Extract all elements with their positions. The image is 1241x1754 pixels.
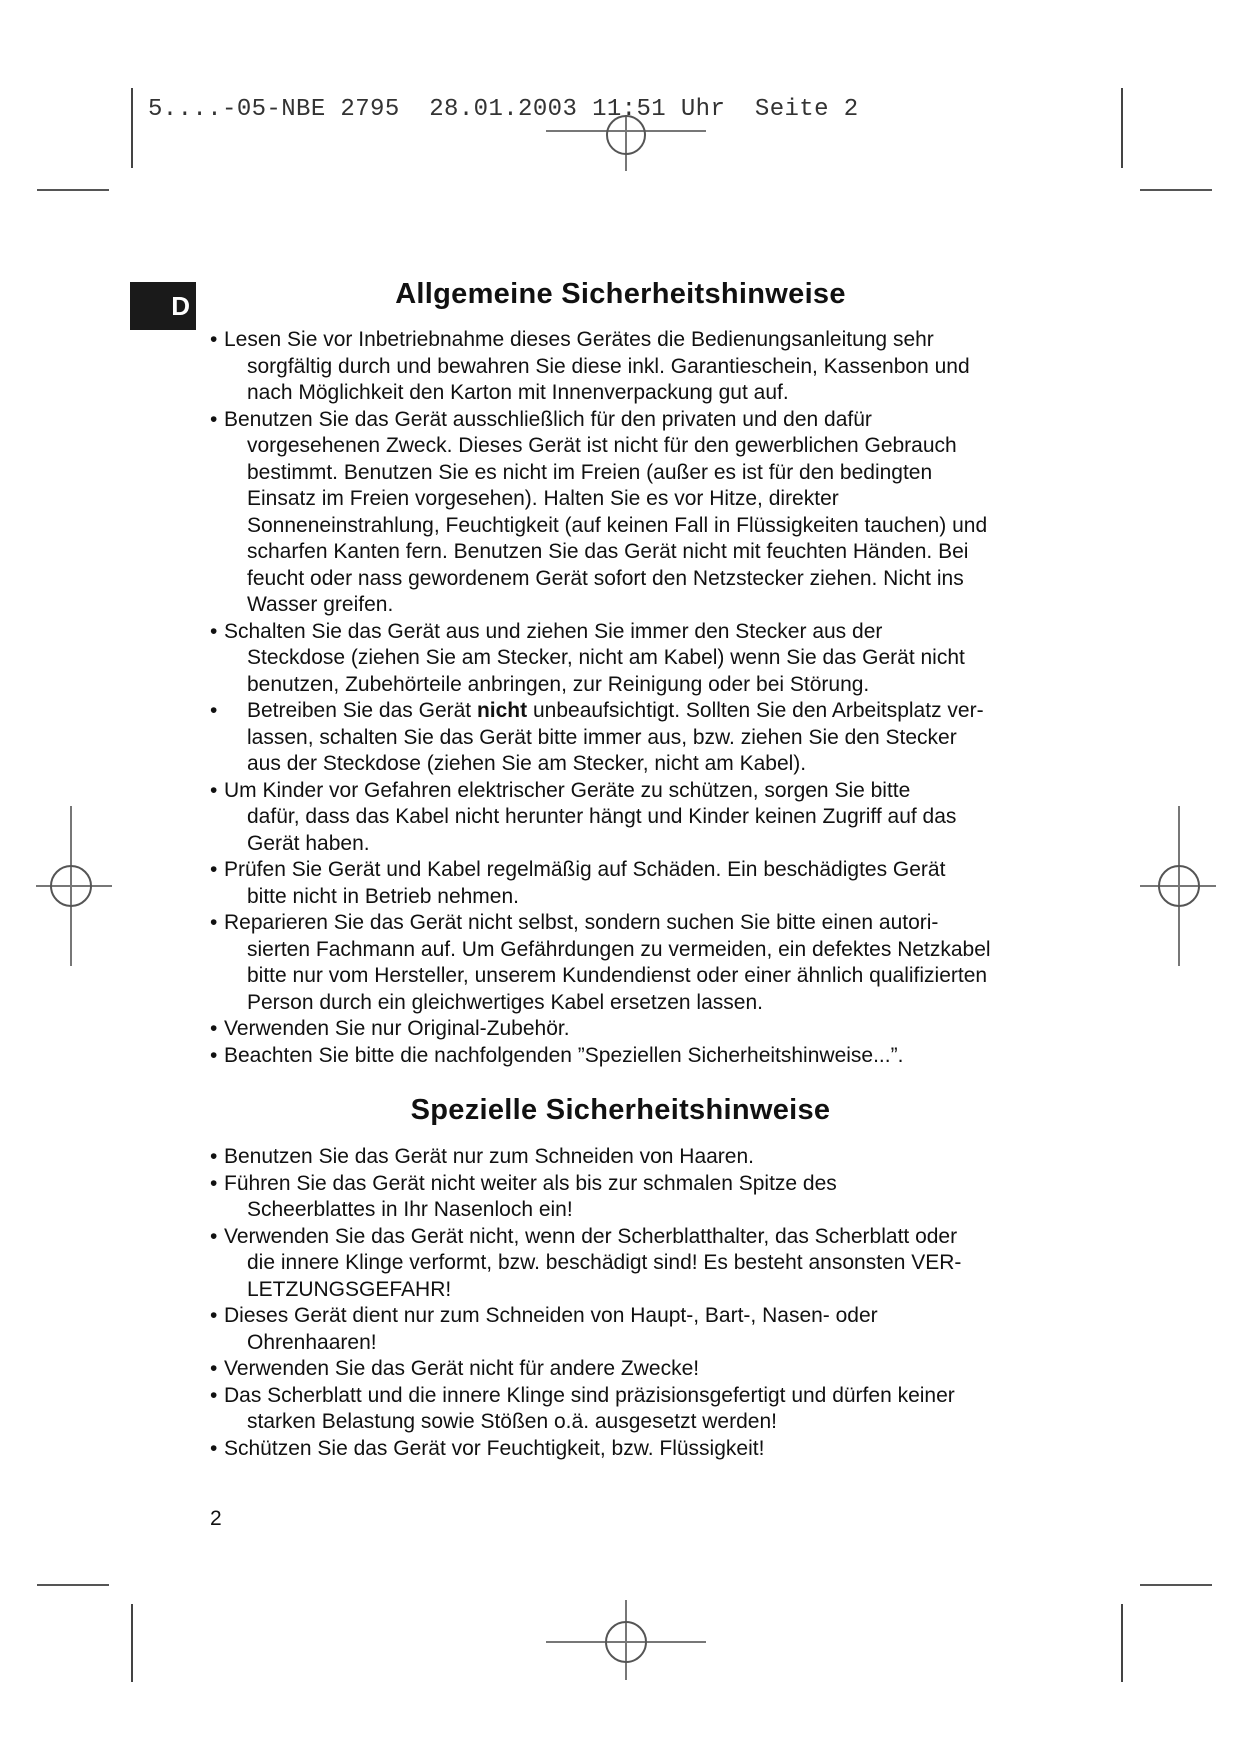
- bullet-icon: •: [210, 619, 218, 643]
- text-line: [210, 619, 1090, 646]
- text-line: [210, 1277, 1090, 1304]
- text-line: [210, 433, 1090, 460]
- crop-mark: [1121, 88, 1123, 168]
- text-span: bitte nicht in Betrieb nehmen.: [247, 884, 519, 908]
- text-span: Reparieren Sie das Gerät nicht selbst, sondern suchen Sie bitte einen autori-: [224, 911, 939, 934]
- text-line: [210, 831, 1090, 858]
- text-line: [210, 804, 1090, 831]
- bullet-icon: •: [210, 858, 218, 881]
- list-item: [210, 1436, 1090, 1463]
- text-span: Verwenden Sie das Gerät nicht für andere Zwecke!: [224, 1357, 700, 1380]
- list-item: [210, 1144, 1090, 1171]
- text-line: [210, 910, 1090, 937]
- text-span: Verwenden Sie nur Original-Zubehör.: [224, 1017, 570, 1040]
- bullet-icon: •: [210, 1436, 218, 1460]
- emphasis-text: nicht: [476, 699, 528, 722]
- text-span: Sonneneinstrahlung, Feuchtigkeit (auf keinen Fall in Flüssigkeiten tauchen) und: [247, 513, 988, 537]
- text-line: [210, 884, 1090, 911]
- section-title-general: Allgemeine Sicherheitshinweise: [395, 278, 846, 310]
- text-span: bitte nur vom Hersteller, unserem Kundendienst oder einer ähnlich qualifizierten: [247, 964, 988, 987]
- text-line: [210, 1409, 1090, 1436]
- text-span: Um Kinder vor Gefahren elektrischer Geräte zu schützen, sorgen Sie bitte: [224, 778, 911, 802]
- text-span: Gerät haben.: [247, 831, 370, 855]
- general-safety-list: [210, 327, 1090, 1069]
- text-span: Wasser greifen.: [247, 593, 394, 616]
- bullet-icon: •: [210, 1145, 218, 1168]
- text-span: Person durch ein gleichwertiges Kabel ersetzen lassen.: [247, 990, 763, 1014]
- list-item: [210, 1016, 1090, 1043]
- text-line: [210, 672, 1090, 699]
- print-slug-header: 5....-05-NBE 2795 28.01.2003 11:51 Uhr Seite 2: [148, 96, 859, 123]
- text-span: Das Scherblatt und die innere Klinge sind präzisionsgefertigt und dürfen keiner: [224, 1383, 955, 1407]
- bullet-icon: •: [210, 699, 218, 722]
- text-line: [210, 354, 1090, 381]
- text-line: [210, 1171, 1090, 1198]
- text-span: bestimmt. Benutzen Sie es nicht im Freien (außer es ist für den bedingten: [247, 460, 933, 484]
- list-item: [210, 698, 1090, 778]
- text-line: [210, 1330, 1090, 1357]
- text-line: [210, 380, 1090, 407]
- text-span: Scheerblattes in Ihr Nasenloch ein!: [247, 1198, 573, 1221]
- text-line: [210, 592, 1090, 619]
- text-line: [210, 1197, 1090, 1224]
- text-span: Benutzen Sie das Gerät ausschließlich für den privaten und den dafür: [224, 407, 872, 431]
- text-line: [210, 486, 1090, 513]
- text-line: [210, 1144, 1090, 1171]
- bullet-icon: •: [210, 1171, 218, 1195]
- bullet-icon: •: [210, 1304, 218, 1327]
- text-line: [210, 937, 1090, 964]
- text-span: lassen, schalten Sie das Gerät bitte immer aus, bzw. ziehen Sie den Stecker: [247, 725, 957, 749]
- text-span: sorgfältig durch und bewahren Sie diese inkl. Garantieschein, Kassenbon und: [247, 354, 970, 378]
- text-span: Prüfen Sie Gerät und Kabel regelmäßig auf Schäden. Ein beschädigtes Gerät: [224, 858, 946, 881]
- bullet-icon: •: [210, 1017, 218, 1040]
- crop-mark: [1140, 1584, 1212, 1586]
- text-span: benutzen, Zubehörteile anbringen, zur Reinigung oder bei Störung.: [247, 672, 870, 696]
- text-span: dafür, dass das Kabel nicht herunter hängt und Kinder keinen Zugriff auf das: [247, 805, 957, 828]
- crop-mark: [131, 88, 133, 168]
- list-item: [210, 1224, 1090, 1304]
- text-line: [210, 1016, 1090, 1043]
- list-item: [210, 327, 1090, 407]
- text-line: [210, 698, 1090, 725]
- bullet-icon: •: [210, 1383, 218, 1407]
- crop-mark: [131, 1604, 133, 1682]
- text-span: vorgesehenen Zweck. Dieses Gerät ist nicht für den gewerblichen Gebrauch: [247, 434, 957, 457]
- list-item: [210, 778, 1090, 858]
- section-title-special: Spezielle Sicherheitshinweise: [410, 1094, 831, 1126]
- text-span: Ohrenhaaren!: [247, 1330, 377, 1354]
- text-span: Führen Sie das Gerät nicht weiter als bis zur schmalen Spitze des: [224, 1171, 837, 1195]
- text-line: [210, 1250, 1090, 1277]
- crop-mark: [37, 189, 109, 191]
- list-item: [210, 407, 1090, 619]
- text-line: [210, 513, 1090, 540]
- text-span: Schalten Sie das Gerät aus und ziehen Sie immer den Stecker aus der: [224, 619, 883, 643]
- text-span: scharfen Kanten fern. Benutzen Sie das Gerät nicht mit feuchten Händen. Bei: [247, 540, 969, 563]
- text-span: nach Möglichkeit den Karton mit Innenverpackung gut auf.: [247, 381, 789, 404]
- registration-mark-icon: [546, 115, 706, 171]
- text-span: Benutzen Sie das Gerät nur zum Schneiden von Haaren.: [224, 1145, 754, 1168]
- text-line: [210, 407, 1090, 434]
- text-span: Lesen Sie vor Inbetriebnahme dieses Gerätes die Bedienungsanleitung sehr: [224, 328, 934, 351]
- text-line: [210, 1224, 1090, 1251]
- text-line: [210, 963, 1090, 990]
- list-item: [210, 619, 1090, 699]
- special-safety-list: [210, 1144, 1090, 1462]
- text-span: starken Belastung sowie Stößen o.ä. ausgesetzt werden!: [247, 1410, 777, 1433]
- list-item: [210, 1356, 1090, 1383]
- bullet-icon: •: [210, 911, 218, 934]
- text-span: die innere Klinge verformt, bzw. beschädigt sind! Es besteht ansonsten VER-: [247, 1251, 962, 1274]
- text-span: aus der Steckdose (ziehen Sie am Stecker, nicht am Kabel).: [247, 752, 807, 775]
- text-line: [210, 539, 1090, 566]
- text-line: [210, 460, 1090, 487]
- registration-mark-icon: [36, 806, 112, 966]
- bullet-icon: •: [210, 778, 218, 802]
- page-number: 2: [210, 1507, 222, 1530]
- list-item: [210, 910, 1090, 1016]
- bullet-icon: •: [210, 1224, 218, 1248]
- bullet-icon: •: [210, 328, 218, 351]
- text-span: LETZUNGSGEFAHR!: [247, 1277, 452, 1301]
- text-line: [210, 857, 1090, 884]
- crop-mark: [1140, 189, 1212, 191]
- text-span: Dieses Gerät dient nur zum Schneiden von Haupt-, Bart-, Nasen- oder: [224, 1304, 878, 1327]
- language-tab: D: [130, 282, 196, 330]
- crop-mark: [37, 1584, 109, 1586]
- text-line: [210, 990, 1090, 1017]
- bullet-icon: •: [210, 1043, 218, 1067]
- text-span: sierten Fachmann auf. Um Gefährdungen zu vermeiden, ein defektes Netzkabel: [247, 937, 991, 961]
- text-line: [210, 1383, 1090, 1410]
- list-item: [210, 1043, 1090, 1070]
- text-span: Verwenden Sie das Gerät nicht, wenn der Scherblatthalter, das Scherblatt oder: [224, 1224, 958, 1248]
- text-line: [210, 725, 1090, 752]
- bullet-icon: •: [210, 407, 218, 431]
- text-line: [210, 645, 1090, 672]
- list-item: [210, 1303, 1090, 1356]
- registration-mark-icon: [1140, 806, 1216, 966]
- text-span: Betreiben Sie das Gerät: [247, 699, 477, 722]
- text-span: Schützen Sie das Gerät vor Feuchtigkeit, bzw. Flüssigkeit!: [224, 1436, 765, 1460]
- list-item: [210, 1383, 1090, 1436]
- list-item: [210, 1171, 1090, 1224]
- crop-mark: [1121, 1604, 1123, 1682]
- text-line: [210, 1356, 1090, 1383]
- text-line: [210, 778, 1090, 805]
- text-span: Einsatz im Freien vorgesehen). Halten Sie es vor Hitze, direkter: [247, 487, 839, 510]
- text-line: [210, 1043, 1090, 1070]
- text-line: [210, 327, 1090, 354]
- text-span: unbeaufsichtigt. Sollten Sie den Arbeitsplatz ver-: [527, 699, 984, 722]
- text-line: [210, 751, 1090, 778]
- text-span: Beachten Sie bitte die nachfolgenden ”Speziellen Sicherheitshinweise...”.: [224, 1043, 904, 1067]
- text-line: [210, 1436, 1090, 1463]
- bullet-icon: •: [210, 1357, 218, 1380]
- text-span: feucht oder nass gewordenem Gerät sofort den Netzstecker ziehen. Nicht ins: [247, 566, 964, 590]
- text-line: [210, 1303, 1090, 1330]
- registration-mark-icon: [546, 1600, 706, 1680]
- text-span: Steckdose (ziehen Sie am Stecker, nicht am Kabel) wenn Sie das Gerät nicht: [247, 646, 965, 669]
- list-item: [210, 857, 1090, 910]
- text-line: [210, 566, 1090, 593]
